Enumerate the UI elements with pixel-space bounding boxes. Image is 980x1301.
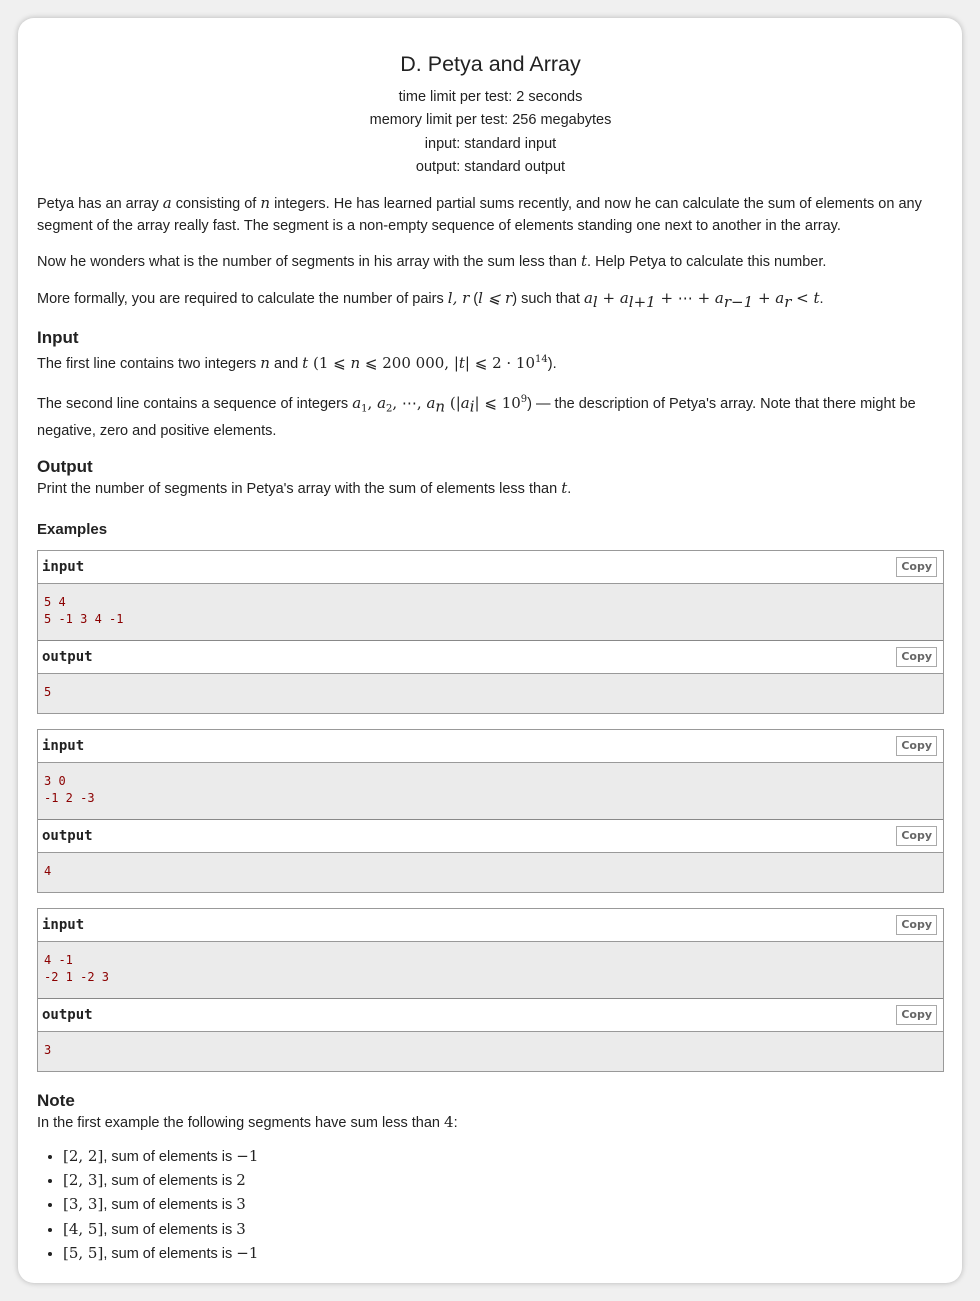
math: + ⋯ +	[655, 288, 715, 307]
input-file: input: standard input	[424, 135, 557, 152]
math: l, r	[447, 288, 470, 307]
list-item	[63, 1169, 944, 1193]
output-label: output	[42, 1007, 93, 1024]
math-sub: r	[784, 292, 792, 311]
segment: [3, 3]	[63, 1195, 104, 1214]
copy-input-button[interactable]: Copy	[896, 915, 937, 935]
math-sub: i	[469, 398, 475, 417]
example-input: 4 -1 -2 1 -2 3	[38, 942, 943, 999]
list-item	[63, 1193, 944, 1217]
note-list	[37, 1145, 944, 1266]
input-heading: Input	[37, 328, 79, 348]
segment: [5, 5]	[63, 1243, 104, 1262]
text: , sum of elements is	[103, 1172, 237, 1189]
text: The first line contains two integers	[37, 355, 261, 372]
input-label: input	[42, 738, 85, 755]
sum-value: 3	[236, 1219, 246, 1238]
sum-value: −1	[236, 1243, 259, 1262]
text: Petya has an array	[37, 196, 163, 213]
math-sub: l	[592, 292, 598, 311]
legend-paragraph-1	[37, 193, 944, 237]
memory-limit: memory limit per test: 256 megabytes	[369, 112, 612, 129]
math-sub: n	[435, 398, 446, 417]
list-item	[63, 1218, 944, 1242]
math: n	[260, 194, 271, 213]
text: In the first example the following segments have sum less than	[37, 1115, 445, 1132]
copy-output-button[interactable]: Copy	[896, 647, 937, 667]
segment: [2, 2]	[63, 1146, 104, 1165]
limits	[37, 86, 944, 179]
math-sup: 14	[535, 354, 548, 366]
input-label: input	[42, 559, 85, 576]
math: t	[302, 353, 309, 372]
output-label: output	[42, 828, 93, 845]
math: a	[426, 394, 436, 413]
math-sub: 2	[386, 404, 393, 416]
output-file: output: standard output	[415, 158, 566, 175]
time-limit: time limit per test: 2 seconds	[398, 89, 583, 105]
text: ) — the description of Petya's array. Note that there might be negative, zero and positive elements.	[37, 396, 916, 439]
math-sub: r−1	[723, 292, 754, 311]
text: The second line contains a sequence of integers	[37, 396, 353, 413]
text: consisting of	[171, 196, 261, 213]
text: integers. He has learned partial sums recently, and now he can calculate the sum of elements on any segment of the array really fast. The segment is a non-empty sequence of elements standing one next to another in the array.	[37, 196, 922, 234]
list-item	[63, 1242, 944, 1266]
math-sub: 1	[361, 404, 368, 416]
math: t	[813, 288, 820, 307]
text: Print the number of segments in Petya's array with the sum of elements less than	[37, 481, 562, 498]
math: 4	[444, 1113, 454, 1132]
copy-input-button[interactable]: Copy	[896, 736, 937, 756]
output-heading: Output	[37, 457, 93, 477]
math-sub: l+1	[628, 292, 656, 311]
math: ⩽ 200 000, |	[360, 353, 459, 372]
text: .	[819, 290, 824, 307]
examples-heading: Examples	[37, 520, 108, 538]
example-output: 3	[38, 1032, 943, 1071]
problem-card	[18, 18, 962, 1283]
legend-paragraph-3	[37, 288, 944, 313]
text: .	[567, 481, 572, 498]
math: n	[350, 353, 361, 372]
math: t	[561, 479, 568, 498]
text: , sum of elements is	[103, 1197, 237, 1214]
text: More formally, you are required to calculate the number of pairs	[37, 290, 448, 307]
legend-paragraph-2	[37, 251, 944, 274]
math: a	[775, 288, 785, 307]
sum-value: −1	[236, 1146, 259, 1165]
text: Now he wonders what is the number of segments in his array with the sum less than	[37, 254, 582, 271]
text: , sum of elements is	[103, 1148, 237, 1165]
example-3	[37, 908, 944, 1072]
text: . Help Petya to calculate this number.	[587, 254, 827, 271]
copy-output-button[interactable]: Copy	[896, 1005, 937, 1025]
input-paragraph-2	[37, 389, 944, 442]
note-intro	[37, 1112, 944, 1135]
problem-title: D. Petya and Array	[400, 52, 581, 76]
text: (	[469, 290, 479, 307]
math: , ⋯,	[392, 394, 427, 413]
example-output: 5	[38, 674, 943, 713]
math: a	[377, 394, 387, 413]
input-paragraph-1	[37, 349, 944, 375]
example-input: 5 4 5 -1 3 4 -1	[38, 584, 943, 641]
math: +	[597, 288, 620, 307]
text: :	[453, 1115, 458, 1132]
math: (|	[445, 394, 461, 413]
math: a	[714, 288, 724, 307]
math: <	[791, 288, 814, 307]
math: +	[753, 288, 776, 307]
list-item	[63, 1145, 944, 1169]
text: and	[269, 355, 303, 372]
math: | ⩽ 2 · 10	[464, 353, 536, 372]
segment: [2, 3]	[63, 1170, 104, 1189]
text: ) such that	[512, 290, 584, 307]
text: , sum of elements is	[103, 1245, 237, 1262]
output-paragraph	[37, 478, 944, 501]
example-output: 4	[38, 853, 943, 892]
segment: [4, 5]	[63, 1219, 104, 1238]
copy-output-button[interactable]: Copy	[896, 826, 937, 846]
example-2	[37, 729, 944, 893]
math: (1 ⩽	[308, 353, 351, 372]
math: a	[583, 288, 593, 307]
sum-value: 2	[236, 1170, 246, 1189]
output-label: output	[42, 649, 93, 666]
input-label: input	[42, 917, 85, 934]
example-1	[37, 550, 944, 714]
math: | ⩽ 10	[474, 394, 521, 413]
math-sup: 9	[520, 394, 528, 406]
example-input: 3 0 -1 2 -3	[38, 763, 943, 820]
math: a	[162, 194, 172, 213]
math: t	[458, 353, 465, 372]
copy-input-button[interactable]: Copy	[896, 557, 937, 577]
math: a	[460, 394, 470, 413]
math: ,	[367, 394, 378, 413]
math: a	[352, 394, 362, 413]
text: , sum of elements is	[103, 1221, 237, 1238]
math: l ⩽ r	[478, 288, 513, 307]
note-heading: Note	[37, 1091, 75, 1111]
math: n	[260, 353, 270, 372]
text: ).	[547, 355, 557, 372]
math: t	[581, 252, 588, 271]
math: a	[619, 288, 629, 307]
sum-value: 3	[236, 1195, 246, 1214]
